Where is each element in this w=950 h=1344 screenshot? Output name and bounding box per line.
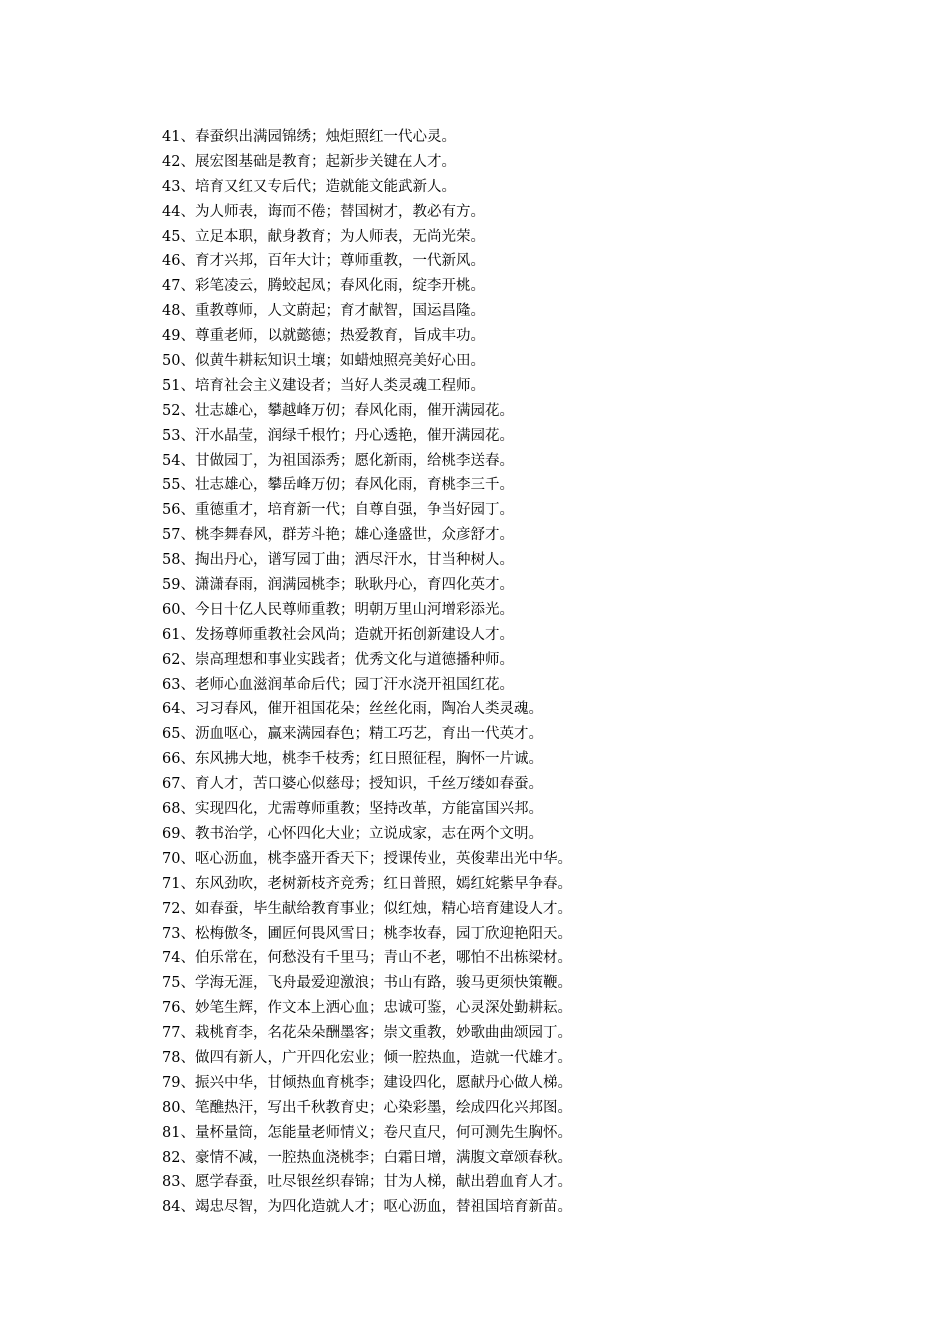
list-item: 49、尊重老师，以就懿德；热爱教育，旨成丰功。 (162, 328, 485, 345)
list-item: 47、彩笔凌云，腾蛟起凤；春风化雨，绽李开桃。 (162, 278, 485, 295)
list-item: 74、伯乐常在，何愁没有千里马；青山不老，哪怕不出栋梁材。 (162, 950, 572, 967)
list-item: 43、培育又红又专后代；造就能文能武新人。 (162, 178, 456, 195)
list-item: 61、发扬尊师重教社会风尚；造就开拓创新建设人才。 (162, 626, 514, 643)
list-item: 67、育人才，苦口婆心似慈母；授知识，千丝万缕如春蚕。 (162, 776, 543, 793)
list-item: 82、豪情不减，一腔热血浇桃李；白霜日增，满腹文章颂春秋。 (162, 1149, 572, 1166)
list-item: 77、栽桃育李，名花朵朵酬墨客；崇文重教，妙歌曲曲颂园丁。 (162, 1025, 572, 1042)
list-item: 44、为人师表，诲而不倦；替国树才，教必有方。 (162, 203, 485, 220)
list-item: 83、愿学春蚕，吐尽银丝织春锦；甘为人梯，献出碧血育人才。 (162, 1174, 572, 1191)
list-item: 56、重德重才，培育新一代；自尊自强，争当好园丁。 (162, 502, 514, 519)
list-item: 78、做四有新人，广开四化宏业；倾一腔热血，造就一代雄才。 (162, 1049, 572, 1066)
list-item: 66、东风拂大地，桃李千枝秀；红日照征程，胸怀一片诚。 (162, 751, 543, 768)
list-item: 41、春蚕织出满园锦绣；烛炬照红一代心灵。 (162, 129, 456, 145)
list-item: 76、妙笔生辉，作文本上洒心血；忠诚可鉴，心灵深处勤耕耘。 (162, 1000, 572, 1017)
list-item: 45、立足本职，献身教育；为人师表，无尚光荣。 (162, 228, 485, 245)
list-item: 63、老师心血滋润革命后代；园丁汗水浇开祖国红花。 (162, 676, 514, 693)
list-item: 80、笔醮热汗，写出千秋教育史；心染彩墨，绘成四化兴邦图。 (162, 1099, 572, 1116)
list-item: 81、量杯量筒，怎能量老师情义；卷尺直尺，何可测先生胸怀。 (162, 1124, 572, 1141)
list-item: 65、沥血呕心，赢来满园春色；精工巧艺，育出一代英才。 (162, 726, 543, 743)
list-item: 46、育才兴邦，百年大计；尊师重教，一代新风。 (162, 253, 485, 270)
list-item: 52、壮志雄心，攀越峰万仞；春风化雨，催开满园花。 (162, 402, 514, 419)
list-item: 51、培育社会主义建设者；当好人类灵魂工程师。 (162, 377, 485, 394)
list-item: 64、习习春风，催开祖国花朵；丝丝化雨，陶冶人类灵魂。 (162, 701, 543, 718)
list-item: 71、东风劲吹，老树新枝齐竞秀；红日普照，嫣红姹紫早争春。 (162, 875, 572, 892)
list-item: 60、今日十亿人民尊师重教；明朝万里山河增彩添光。 (162, 601, 514, 618)
list-item: 84、竭忠尽智，为四化造就人才；呕心沥血，替祖国培育新苗。 (162, 1199, 572, 1216)
list-item: 79、振兴中华，甘倾热血育桃李；建设四化，愿献丹心做人梯。 (162, 1074, 572, 1091)
list-item: 42、展宏图基础是教育；起新步关键在人才。 (162, 153, 456, 170)
list-item: 62、崇高理想和事业实践者；优秀文化与道德播种师。 (162, 651, 514, 668)
list-item: 55、壮志雄心，攀岳峰万仞；春风化雨，育桃李三千。 (162, 477, 514, 494)
list-item: 73、松梅傲冬，圃匠何畏风雪日；桃李妆春，园丁欣迎艳阳天。 (162, 925, 572, 942)
couplet-list (162, 125, 902, 1220)
list-item: 69、教书治学，心怀四化大业；立说成家，志在两个文明。 (162, 825, 543, 842)
list-item: 68、实现四化，尤需尊师重教；坚持改革，方能富国兴邦。 (162, 801, 543, 818)
list-item: 75、学海无涯，飞舟最爱迎激浪；书山有路，骏马更须快策鞭。 (162, 975, 572, 992)
list-item: 58、掏出丹心，谱写园丁曲；洒尽汗水，甘当种树人。 (162, 552, 514, 569)
list-item: 54、甘做园丁，为祖国添秀；愿化新雨，给桃李送春。 (162, 452, 514, 469)
list-item: 50、似黄牛耕耘知识土壤；如蜡烛照亮美好心田。 (162, 353, 485, 370)
list-item: 48、重教尊师，人文蔚起；育才献智，国运昌隆。 (162, 303, 485, 320)
list-item: 57、桃李舞春风，群芳斗艳；雄心逢盛世，众彦舒才。 (162, 527, 514, 544)
list-item: 53、汗水晶莹，润绿千根竹；丹心透艳，催开满园花。 (162, 427, 514, 444)
list-item: 72、如春蚕，毕生献给教育事业；似红烛，精心培育建设人才。 (162, 900, 572, 917)
list-item: 70、呕心沥血，桃李盛开香天下；授课传业，英俊辈出光中华。 (162, 850, 572, 867)
list-item: 59、潇潇春雨，润满园桃李；耿耿丹心，育四化英才。 (162, 577, 514, 594)
